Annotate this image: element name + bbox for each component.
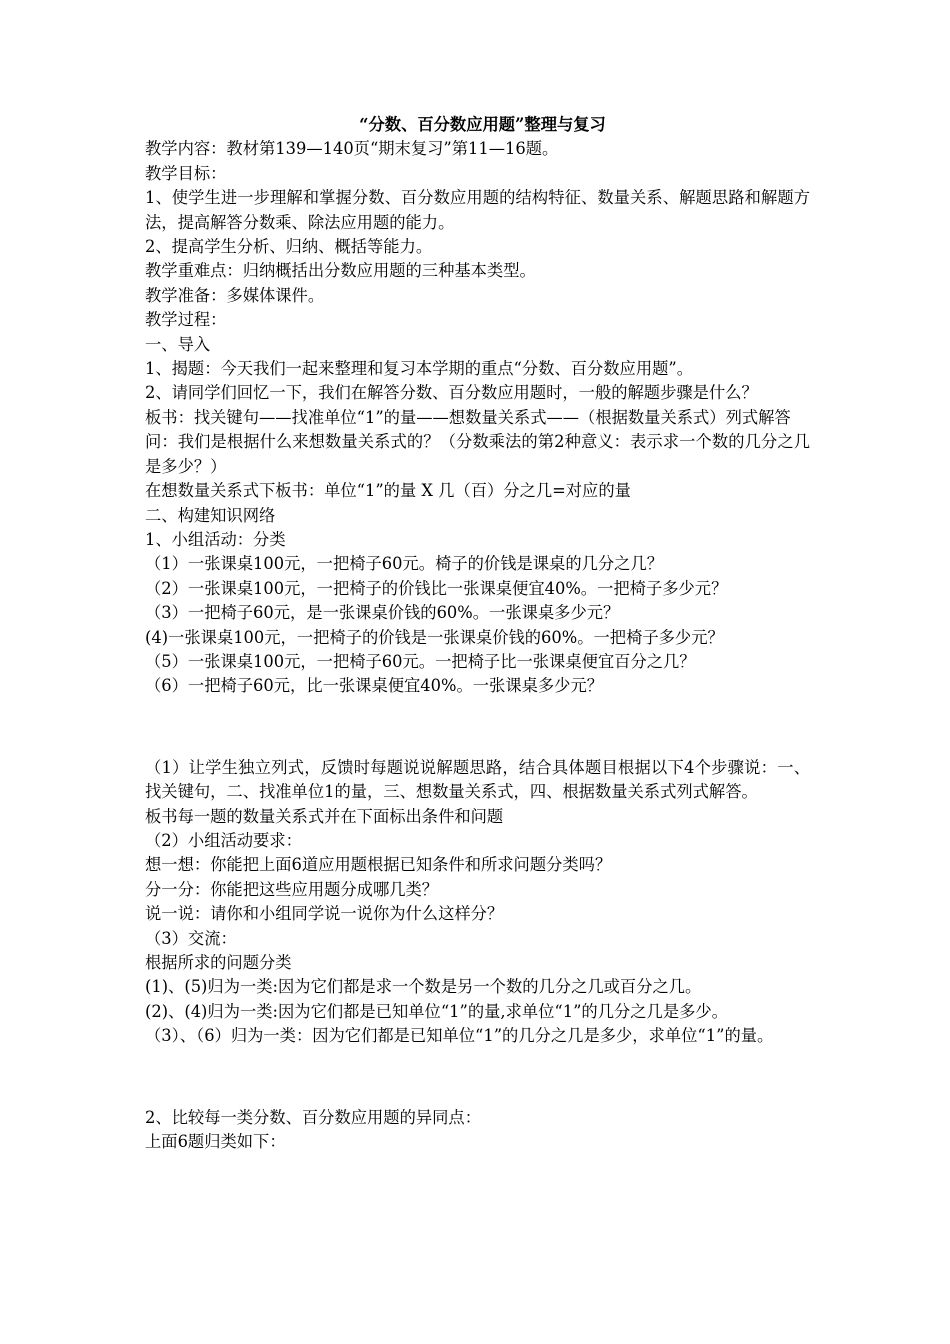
text-line: 教学准备：多媒体课件。	[145, 285, 325, 305]
text-line: 想一想：你能把上面6道应用题根据已知条件和所求问题分类吗？	[145, 855, 612, 875]
text-line: 2、请同学们回忆一下，我们在解答分数、百分数应用题时，一般的解题步骤是什么？	[145, 383, 758, 403]
text-line: （5）一张课桌100元，一把椅子60元。一把椅子比一张课桌便宜百分之几？	[145, 651, 696, 671]
text-line: 2、提高学生分析、归纳、概括等能力。	[145, 237, 433, 257]
document-lines	[145, 137, 810, 1154]
text-line: （1）让学生独立列式，反馈时每题说说解题思路，结合具体题目根据以下4个步骤说：一、找关键句，二、找准单位1的量，三、想数量关系式，四、根据数量关系式列式解答。	[145, 757, 810, 802]
text-line: 板书每一题的数量关系式并在下面标出条件和问题	[145, 806, 504, 826]
text-line: 1、小组活动：分类	[145, 529, 286, 549]
text-line: 板书：找关键句——找准单位“1”的量——想数量关系式——（根据数量关系式）列式解答	[145, 407, 791, 427]
text-line: 根据所求的问题分类	[145, 952, 292, 972]
document-title: “分数、百分数应用题”整理与复习	[359, 115, 606, 134]
text-line: 在想数量关系式下板书：单位“1”的量 X 几（百）分之几=对应的量	[145, 481, 631, 501]
text-line: （1）一张课桌100元，一把椅子60元。椅子的价钱是课桌的几分之几？	[145, 554, 664, 574]
text-line: 2、比较每一类分数、百分数应用题的异同点：	[145, 1107, 481, 1127]
text-line: （2）小组活动要求：	[145, 830, 302, 850]
text-line: 说一说：请你和小组同学说一说你为什么这样分？	[145, 904, 504, 924]
text-line: （3）、（6）归为一类：因为它们都是已知单位“1”的几分之几是多少，求单位“1”的量。	[145, 1026, 774, 1046]
text-line: 1、揭题：今天我们一起来整理和复习本学期的重点“分数、百分数应用题”。	[145, 359, 694, 379]
text-line: （3）一把椅子60元，是一张课桌价钱的60%。一张课桌多少元？	[145, 603, 620, 623]
document-body	[145, 113, 810, 1154]
text-line: （6）一把椅子60元，比一张课桌便宜40%。一张课桌多少元？	[145, 676, 604, 696]
text-line: 1、使学生进一步理解和掌握分数、百分数应用题的结构特征、数量关系、解题思路和解题方法，提高解答分数乘、除法应用题的能力。	[145, 188, 810, 232]
text-line: 上面6题归类如下：	[145, 1132, 286, 1151]
text-line: （2）一张课桌100元，一把椅子的价钱比一张课桌便宜40%。一把椅子多少元？	[145, 578, 728, 598]
text-line: 二、构建知识网络	[145, 505, 276, 525]
blank-line	[145, 715, 810, 739]
text-line: 教学过程：	[145, 310, 227, 330]
text-line: 教学内容：教材第139—140页“期末复习”第11—16题。	[145, 139, 559, 159]
text-line: 一、导入	[145, 334, 211, 354]
text-line: (4)一张课桌100元，一把椅子的价钱是一张课桌价钱的60%。一把椅子多少元？	[145, 627, 724, 647]
blank-line	[145, 1065, 810, 1089]
text-line: (2)、(4)归为一类:因为它们都是已知单位“1”的量,求单位“1”的几分之几是多少。	[145, 1001, 728, 1021]
text-line: 问：我们是根据什么来想数量关系式的？（分数乘法的第2种意义：表示求一个数的几分之几是多少？）	[145, 432, 810, 476]
text-line: (1)、(5)归为一类:因为它们都是求一个数是另一个数的几分之几或百分之几。	[145, 977, 702, 997]
text-line: 教学目标：	[145, 163, 227, 183]
text-line: 教学重难点：归纳概括出分数应用题的三种基本类型。	[145, 261, 536, 281]
text-line: 分一分：你能把这些应用题分成哪几类？	[145, 879, 439, 899]
text-line: （3）交流：	[145, 928, 237, 948]
